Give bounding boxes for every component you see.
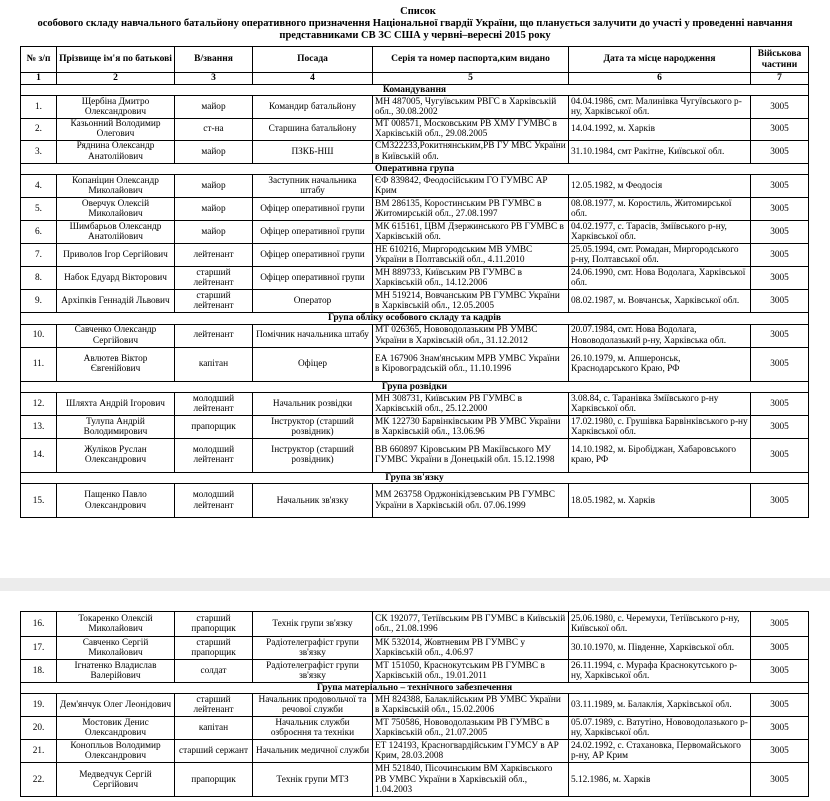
passport-info: ЕА 167906 Знам'янським МРВ УМВС України в Кіровоградській обл., 11.10.1996 bbox=[373, 347, 569, 381]
passport-info: МН 521840, Пісочинським ВМ Харківського РВ УМВС України в Харківській обл., 1.04.2003 bbox=[373, 763, 569, 797]
birth-info: 12.05.1982, м Феодосія bbox=[569, 175, 751, 198]
birth-info: 08.08.1977, м. Коростиль, Житомирської обл. bbox=[569, 198, 751, 221]
section-header-row bbox=[21, 683, 809, 694]
passport-info: СК 192077, Тетіївським РВ ГУМВС в Київській обл., 21.08.1996 bbox=[373, 612, 569, 637]
row-number: 8. bbox=[21, 267, 57, 290]
military-rank: майор bbox=[175, 198, 253, 221]
person-name: Ігнатенко Владислав Валерійович bbox=[57, 660, 175, 683]
passport-info: МК 532014, Жовтневим РВ ГУМВС у Харківській обл., 4.06.97 bbox=[373, 637, 569, 660]
birth-info: 24.02.1992, с. Стахановка, Первомайського р-ну, АР Крим bbox=[569, 740, 751, 763]
position: Старшина батальйону bbox=[253, 118, 373, 140]
military-unit: 3005 bbox=[751, 637, 809, 660]
military-unit: 3005 bbox=[751, 267, 809, 290]
military-rank: старший лейтенант bbox=[175, 694, 253, 717]
military-rank: майор bbox=[175, 95, 253, 118]
position: Начальник розвідки bbox=[253, 392, 373, 415]
birth-info: 18.05.1982, м. Харків bbox=[569, 484, 751, 518]
military-rank: майор bbox=[175, 221, 253, 244]
birth-info: 5.12.1986, м. Харків bbox=[569, 763, 751, 797]
table-row bbox=[21, 740, 809, 763]
position: Начальник медичної служби bbox=[253, 740, 373, 763]
table-row bbox=[21, 392, 809, 415]
table-row bbox=[21, 717, 809, 740]
position: Оператор bbox=[253, 290, 373, 313]
position: ПЗКБ-НШ bbox=[253, 140, 373, 163]
military-rank: прапорщик bbox=[175, 763, 253, 797]
person-name: Жуліков Руслан Олександрович bbox=[57, 438, 175, 472]
military-rank: капітан bbox=[175, 717, 253, 740]
section-title: Група розвідки bbox=[21, 381, 809, 392]
passport-info: МТ 750586, Нововодолазьким РВ ГУМВС в Харківській обл., 21.07.2005 bbox=[373, 717, 569, 740]
person-name: Савченко Олександр Сергійович bbox=[57, 324, 175, 347]
person-name: Авлютев Віктор Євгенійович bbox=[57, 347, 175, 381]
person-name: Пащенко Павло Олександрович bbox=[57, 484, 175, 518]
birth-info: 25.05.1994, смт. Ромадан, Миргородського р-ну, Полтавської обл. bbox=[569, 244, 751, 267]
military-unit: 3005 bbox=[751, 324, 809, 347]
header-post: Посада bbox=[253, 47, 373, 73]
passport-info: ВМ 286135, Коростинським РВ ГУМВС в Житомирській обл., 27.08.1997 bbox=[373, 198, 569, 221]
section-header-row bbox=[21, 381, 809, 392]
header-col-index: 3 bbox=[175, 73, 253, 85]
position: Начальник служби озброєння та техніки bbox=[253, 717, 373, 740]
table-row bbox=[21, 415, 809, 438]
military-rank: старший прапорщик bbox=[175, 612, 253, 637]
row-number: 20. bbox=[21, 717, 57, 740]
passport-info: НЕ 610216, Миргородським МВ УМВС України в Полтавській обл., 4.11.2010 bbox=[373, 244, 569, 267]
header-col-index: 5 bbox=[373, 73, 569, 85]
military-unit: 3005 bbox=[751, 95, 809, 118]
person-name: Набок Едуард Вікторович bbox=[57, 267, 175, 290]
military-unit: 3005 bbox=[751, 175, 809, 198]
position: Начальник продовольчої та речової служби bbox=[253, 694, 373, 717]
position: Офіцер оперативної групи bbox=[253, 267, 373, 290]
military-rank: майор bbox=[175, 140, 253, 163]
position: Заступник начальника штабу bbox=[253, 175, 373, 198]
row-number: 2. bbox=[21, 118, 57, 140]
military-rank: молодший лейтенант bbox=[175, 484, 253, 518]
header-number: № з/п bbox=[21, 47, 57, 73]
birth-info: 14.10.1982, м. Біробіджан, Хабаровського краю, РФ bbox=[569, 438, 751, 472]
person-name: Архіпків Геннадій Львович bbox=[57, 290, 175, 313]
header-col-index: 1 bbox=[21, 73, 57, 85]
title-line-3: представниками СВ ЗС США у червні–вересні 2015 року bbox=[279, 30, 551, 41]
passport-info: ЕТ 124193, Красногвардійським ГУМСУ в АР Крим, 28.03.2008 bbox=[373, 740, 569, 763]
passport-info: СМ322233,Рокитнянським,РВ ГУ МВС України в Київській обл. bbox=[373, 140, 569, 163]
birth-info: 3.08.84, с. Таранівка Зміївського р-ну Харківської обл. bbox=[569, 392, 751, 415]
passport-info: МН 308731, Київським РВ ГУМВС в Харківській обл., 25.12.2000 bbox=[373, 392, 569, 415]
table-row bbox=[21, 660, 809, 683]
row-number: 4. bbox=[21, 175, 57, 198]
section-title: Група матеріально – технічного забезпечення bbox=[21, 683, 809, 694]
position: Офіцер оперативної групи bbox=[253, 221, 373, 244]
position: Начальник зв'язку bbox=[253, 484, 373, 518]
row-number: 10. bbox=[21, 324, 57, 347]
table-row bbox=[21, 637, 809, 660]
row-number: 19. bbox=[21, 694, 57, 717]
row-number: 18. bbox=[21, 660, 57, 683]
position: Помічник начальника штабу bbox=[253, 324, 373, 347]
document-title bbox=[0, 6, 830, 42]
birth-info: 08.02.1987, м. Вовчанськ, Харківської обл. bbox=[569, 290, 751, 313]
position: Технік групи МТЗ bbox=[253, 763, 373, 797]
section-header-row bbox=[21, 313, 809, 324]
military-rank: молодший лейтенант bbox=[175, 392, 253, 415]
table-row bbox=[21, 290, 809, 313]
person-name: Савченко Сергій Миколайович bbox=[57, 637, 175, 660]
passport-info: МТ 151050, Краснокутським РВ ГУМВС в Харківській обл., 19.01.2011 bbox=[373, 660, 569, 683]
person-name: Шимбарьов Олександр Анатолійович bbox=[57, 221, 175, 244]
military-unit: 3005 bbox=[751, 660, 809, 683]
person-name: Оверчук Олексій Миколайович bbox=[57, 198, 175, 221]
military-unit: 3005 bbox=[751, 694, 809, 717]
person-name: Приволов Ігор Сергійович bbox=[57, 244, 175, 267]
header-col-index: 4 bbox=[253, 73, 373, 85]
row-number: 21. bbox=[21, 740, 57, 763]
passport-info: ВВ 660897 Кіровським РВ Макіївського МУ ГУМВС України в Донецькій обл. 15.12.1998 bbox=[373, 438, 569, 472]
passport-info: МН 824388, Балаклійським РВ УМВС України в Харківській обл., 15.02.2006 bbox=[373, 694, 569, 717]
row-number: 12. bbox=[21, 392, 57, 415]
table-row bbox=[21, 118, 809, 140]
military-rank: солдат bbox=[175, 660, 253, 683]
military-unit: 3005 bbox=[751, 244, 809, 267]
military-unit: 3005 bbox=[751, 717, 809, 740]
military-unit: 3005 bbox=[751, 118, 809, 140]
position: Офіцер оперативної групи bbox=[253, 244, 373, 267]
military-unit: 3005 bbox=[751, 484, 809, 518]
position: Радіотелеграфіст групи зв'язку bbox=[253, 637, 373, 660]
table-row bbox=[21, 198, 809, 221]
military-rank: прапорщик bbox=[175, 415, 253, 438]
header-unit: Військова частини bbox=[751, 47, 809, 73]
person-name: Шляхта Андрій Ігорович bbox=[57, 392, 175, 415]
passport-info: МТ 008571, Московським РВ ХМУ ГУМВС в Харківській обл., 29.08.2005 bbox=[373, 118, 569, 140]
person-name: Копаніцин Олександр Миколайович bbox=[57, 175, 175, 198]
position: Офіцер bbox=[253, 347, 373, 381]
section-title: Група зв'язку bbox=[21, 472, 809, 483]
person-name: Тулупа Андрій Володимирович bbox=[57, 415, 175, 438]
row-number: 11. bbox=[21, 347, 57, 381]
section-header-row bbox=[21, 472, 809, 483]
personnel-table-continued bbox=[20, 611, 809, 797]
military-unit: 3005 bbox=[751, 140, 809, 163]
table-row bbox=[21, 324, 809, 347]
document-page-2 bbox=[0, 591, 830, 801]
birth-info: 20.07.1984, смт. Нова Водолага, Нововодолазький р-ну, Харківська обл. bbox=[569, 324, 751, 347]
military-rank: лейтенант bbox=[175, 324, 253, 347]
person-name: Мостовик Денис Олександрович bbox=[57, 717, 175, 740]
military-rank: старший прапорщик bbox=[175, 637, 253, 660]
birth-info: 05.07.1989, с. Ватутіно, Нововодолазького р-ну, Харківської обл. bbox=[569, 717, 751, 740]
birth-info: 31.10.1984, смт Ракітне, Київської обл. bbox=[569, 140, 751, 163]
row-number: 17. bbox=[21, 637, 57, 660]
header-col-index: 2 bbox=[57, 73, 175, 85]
position: Командир батальйону bbox=[253, 95, 373, 118]
birth-info: 26.11.1994, с. Мурафа Краснокутського р-ну, Харківської обл. bbox=[569, 660, 751, 683]
military-rank: лейтенант bbox=[175, 244, 253, 267]
passport-info: МК 615161, ЦВМ Дзержинського РВ ГУМВС в Харківській обл. bbox=[373, 221, 569, 244]
title-line-1: Список bbox=[400, 6, 436, 17]
birth-info: 17.02.1980, с. Грушівка Барвінківського р-ну Харківської обл. bbox=[569, 415, 751, 438]
person-name: Конопльов Володимир Олександрович bbox=[57, 740, 175, 763]
military-rank: молодший лейтенант bbox=[175, 438, 253, 472]
military-unit: 3005 bbox=[751, 612, 809, 637]
position: Інструктор (старший розвідник) bbox=[253, 415, 373, 438]
table-row bbox=[21, 267, 809, 290]
table-row bbox=[21, 694, 809, 717]
passport-info: МК 122730 Барвінківським РВ УМВС України в Харківській обл., 13.06.96 bbox=[373, 415, 569, 438]
passport-info: МТ 026365, Нововодолазьким РВ УМВС України в Харківській обл., 31.12.2012 bbox=[373, 324, 569, 347]
section-header-row bbox=[21, 84, 809, 95]
military-unit: 3005 bbox=[751, 290, 809, 313]
header-rank: В/звання bbox=[175, 47, 253, 73]
military-unit: 3005 bbox=[751, 740, 809, 763]
person-name: Медведчук Сергій Сергійович bbox=[57, 763, 175, 797]
table-row bbox=[21, 140, 809, 163]
military-rank: капітан bbox=[175, 347, 253, 381]
military-rank: старший лейтенант bbox=[175, 290, 253, 313]
person-name: Ряднина Олександр Анатолійович bbox=[57, 140, 175, 163]
passport-info: МН 889733, Київським РВ ГУМВС в Харківській обл., 14.12.2006 bbox=[373, 267, 569, 290]
position: Технік групи зв'язку bbox=[253, 612, 373, 637]
position: Офіцер оперативної групи bbox=[253, 198, 373, 221]
table-row bbox=[21, 484, 809, 518]
row-number: 16. bbox=[21, 612, 57, 637]
birth-info: 30.10.1970, м. Південне, Харківської обл. bbox=[569, 637, 751, 660]
military-rank: ст-на bbox=[175, 118, 253, 140]
title-line-2: особового складу навчального батальйону оперативного призначення Національної гвардії України, що планується залучити до участі у проведенні навчання bbox=[37, 18, 793, 29]
row-number: 3. bbox=[21, 140, 57, 163]
row-number: 13. bbox=[21, 415, 57, 438]
table-row bbox=[21, 347, 809, 381]
row-number: 1. bbox=[21, 95, 57, 118]
passport-info: МН 519214, Вовчанським РВ ГУМВС України в Харківській обл., 12.05.2005 bbox=[373, 290, 569, 313]
birth-info: 14.04.1992, м. Харків bbox=[569, 118, 751, 140]
row-number: 14. bbox=[21, 438, 57, 472]
person-name: Дем'янчук Олег Леонідович bbox=[57, 694, 175, 717]
row-number: 7. bbox=[21, 244, 57, 267]
person-name: Токаренко Олексій Миколайович bbox=[57, 612, 175, 637]
military-rank: старший сержант bbox=[175, 740, 253, 763]
birth-info: 04.04.1986, смт. Малинівка Чугуївського р-ну, Харківської обл. bbox=[569, 95, 751, 118]
birth-info: 03.11.1989, м. Балаклія, Харківської обл. bbox=[569, 694, 751, 717]
position: Інструктор (старший розвідник) bbox=[253, 438, 373, 472]
table-row bbox=[21, 221, 809, 244]
military-rank: майор bbox=[175, 175, 253, 198]
position: Радіотелеграфіст групи зв'язку bbox=[253, 660, 373, 683]
section-header-row bbox=[21, 163, 809, 174]
table-row bbox=[21, 763, 809, 797]
personnel-table bbox=[20, 46, 809, 518]
header-name: Прізвище ім'я по батькові bbox=[57, 47, 175, 73]
header-col-index: 7 bbox=[751, 73, 809, 85]
passport-info: МН 487005, Чугуївським РВГС в Харківській обл., 30.08.2002 bbox=[373, 95, 569, 118]
passport-info: ЄФ 839842, Феодосійським ГО ГУМВС АР Крим bbox=[373, 175, 569, 198]
military-rank: старший лейтенант bbox=[175, 267, 253, 290]
section-title: Група обліку особового складу та кадрів bbox=[21, 313, 809, 324]
birth-info: 25.06.1980, с. Черемухи, Тетіївського р-ну, Київської обл. bbox=[569, 612, 751, 637]
table-row bbox=[21, 612, 809, 637]
row-number: 6. bbox=[21, 221, 57, 244]
table-row bbox=[21, 175, 809, 198]
table-row bbox=[21, 244, 809, 267]
military-unit: 3005 bbox=[751, 392, 809, 415]
military-unit: 3005 bbox=[751, 221, 809, 244]
military-unit: 3005 bbox=[751, 347, 809, 381]
birth-info: 24.06.1990, смт. Нова Водолага, Харківської обл. bbox=[569, 267, 751, 290]
row-number: 5. bbox=[21, 198, 57, 221]
person-name: Щербіна Дмитро Олександрович bbox=[57, 95, 175, 118]
birth-info: 04.02.1977, с. Тарасів, Зміївського р-ну, Харківської обл. bbox=[569, 221, 751, 244]
table-row bbox=[21, 95, 809, 118]
table-row bbox=[21, 438, 809, 472]
military-unit: 3005 bbox=[751, 415, 809, 438]
row-number: 9. bbox=[21, 290, 57, 313]
birth-info: 26.10.1979, м. Апшеронськ, Краснодарського Краю, РФ bbox=[569, 347, 751, 381]
header-passport: Серія та номер паспорта,ким видано bbox=[373, 47, 569, 73]
header-col-index: 6 bbox=[569, 73, 751, 85]
section-title: Командування bbox=[21, 84, 809, 95]
row-number: 15. bbox=[21, 484, 57, 518]
section-title: Оперативна група bbox=[21, 163, 809, 174]
row-number: 22. bbox=[21, 763, 57, 797]
military-unit: 3005 bbox=[751, 198, 809, 221]
person-name: Казьонний Володимир Олегович bbox=[57, 118, 175, 140]
military-unit: 3005 bbox=[751, 438, 809, 472]
military-unit: 3005 bbox=[751, 763, 809, 797]
header-birth: Дата та місце народження bbox=[569, 47, 751, 73]
passport-info: ММ 263758 Орджонікідзевським РВ ГУМВС України в Харківській обл. 07.06.1999 bbox=[373, 484, 569, 518]
